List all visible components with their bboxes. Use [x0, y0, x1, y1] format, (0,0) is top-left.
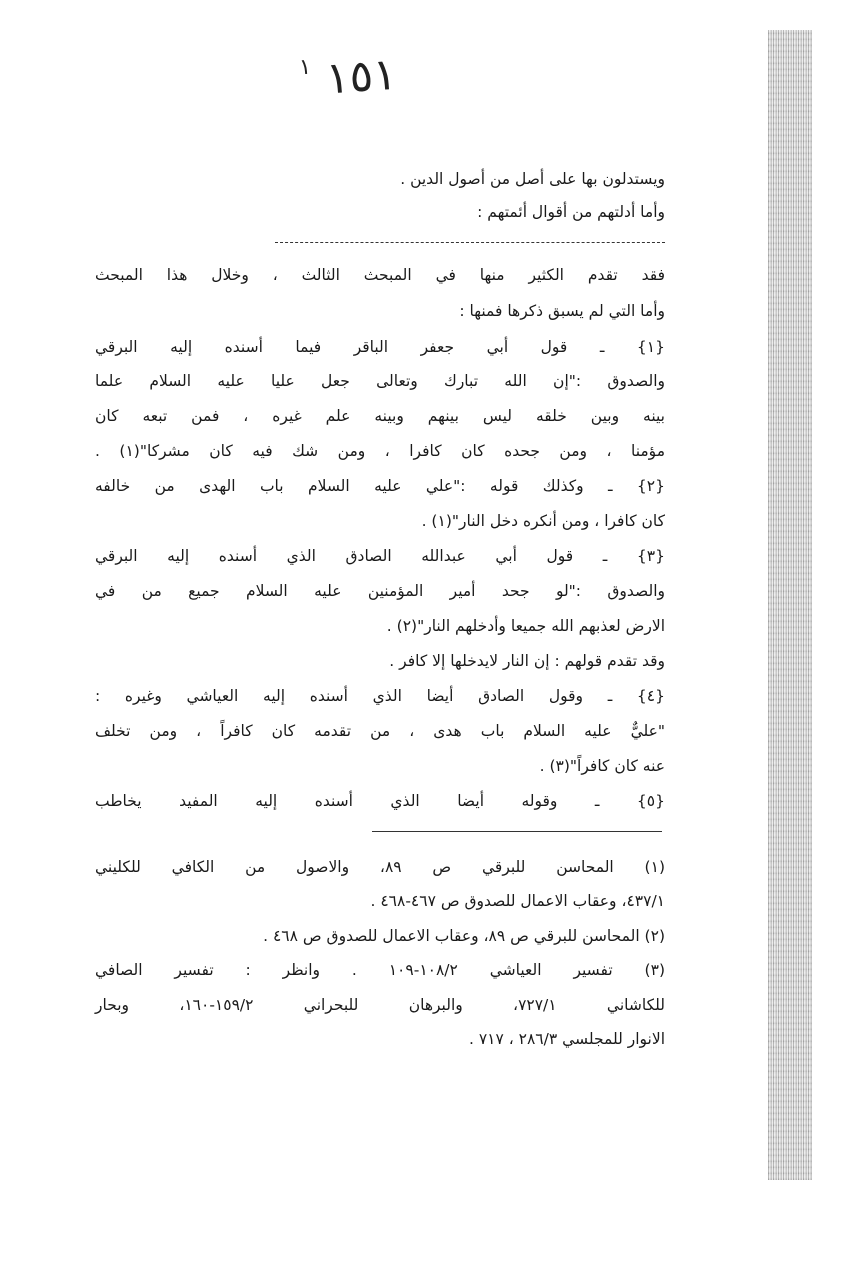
text-line: مؤمنا ، ومن جحده كان كافرا ، ومن شك فيه كان مشركا"(١) .: [95, 442, 665, 460]
text-line: {٢} ـ وكذلك قوله :"علي عليه السلام باب الهدى من خالفه: [95, 477, 665, 495]
footnote-line: للكاشاني ٧٢٧/١، والبرهان للبحراني ١٥٩/٢-١٦٠، وبحار: [95, 996, 665, 1014]
scan-edge-shadow: [768, 30, 812, 1180]
footnote-rule: [372, 831, 662, 832]
dashed-separator: [275, 242, 665, 243]
page-number-mark: ١: [298, 54, 312, 81]
text-line: بينه وبين خلقه ليس بينهم وبينه علم غيره ، فمن تبعه كان: [95, 407, 665, 425]
footnote-line: الانوار للمجلسي ٢٨٦/٣ ، ٧١٧ .: [468, 1030, 665, 1048]
text-line: فقد تقدم الكثير منها في المبحث الثالث ، وخلال هذا المبحث: [95, 266, 665, 284]
text-line: الارض لعذبهم الله جميعا وأدخلهم النار"(٢) .: [386, 617, 665, 635]
page-number-value: ١٥١: [324, 48, 399, 105]
text-line: {٤} ـ وقول الصادق أيضا الذي أسنده إليه العياشي وغيره :: [95, 687, 665, 705]
text-line: "عليٌّ عليه السلام باب هدى ، من تقدمه كان كافراً ، ومن تخلف: [95, 722, 665, 740]
text-line: والصدوق :"لو جحد أمير المؤمنين عليه السلام جميع من في: [95, 582, 665, 600]
footnote-line: (١) المحاسن للبرقي ص ٨٩، والاصول من الكافي للكليني: [95, 858, 665, 876]
text-line: {٣} ـ قول أبي عبدالله الصادق الذي أسنده إليه البرقي: [95, 547, 665, 565]
footnote-line: (٢) المحاسن للبرقي ص ٨٩، وعقاب الاعمال للصدوق ص ٤٦٨ .: [263, 927, 665, 945]
text-line: ويستدلون بها على أصل من أصول الدين .: [400, 170, 665, 188]
footnote-line: ٤٣٧/١، وعقاب الاعمال للصدوق ص ٤٦٧-٤٦٨ .: [370, 892, 665, 910]
text-line: وأما التي لم يسبق ذكرها فمنها :: [459, 302, 665, 320]
footnote-line: (٣) تفسير العياشي ١٠٨/٢-١٠٩ . وانظر : تفسير الصافي: [95, 961, 665, 979]
text-line: كان كافرا ، ومن أنكره دخل النار"(١) .: [421, 512, 665, 530]
text-line: عنه كان كافراً"(٣) .: [539, 757, 665, 775]
text-line: والصدوق :"إن الله تبارك وتعالى جعل عليا عليه السلام علما: [95, 372, 665, 390]
text-line: وقد تقدم قولهم : إن النار لايدخلها إلا كافر .: [389, 652, 665, 670]
text-line: {٥} ـ وقوله أيضا الذي أسنده إليه المفيد يخاطب: [95, 792, 665, 810]
page-number: [298, 49, 398, 107]
text-line: {١} ـ قول أبي جعفر الباقر فيما أسنده إليه البرقي: [95, 338, 665, 356]
text-line: وأما أدلتهم من أقوال أئمتهم :: [477, 203, 665, 221]
